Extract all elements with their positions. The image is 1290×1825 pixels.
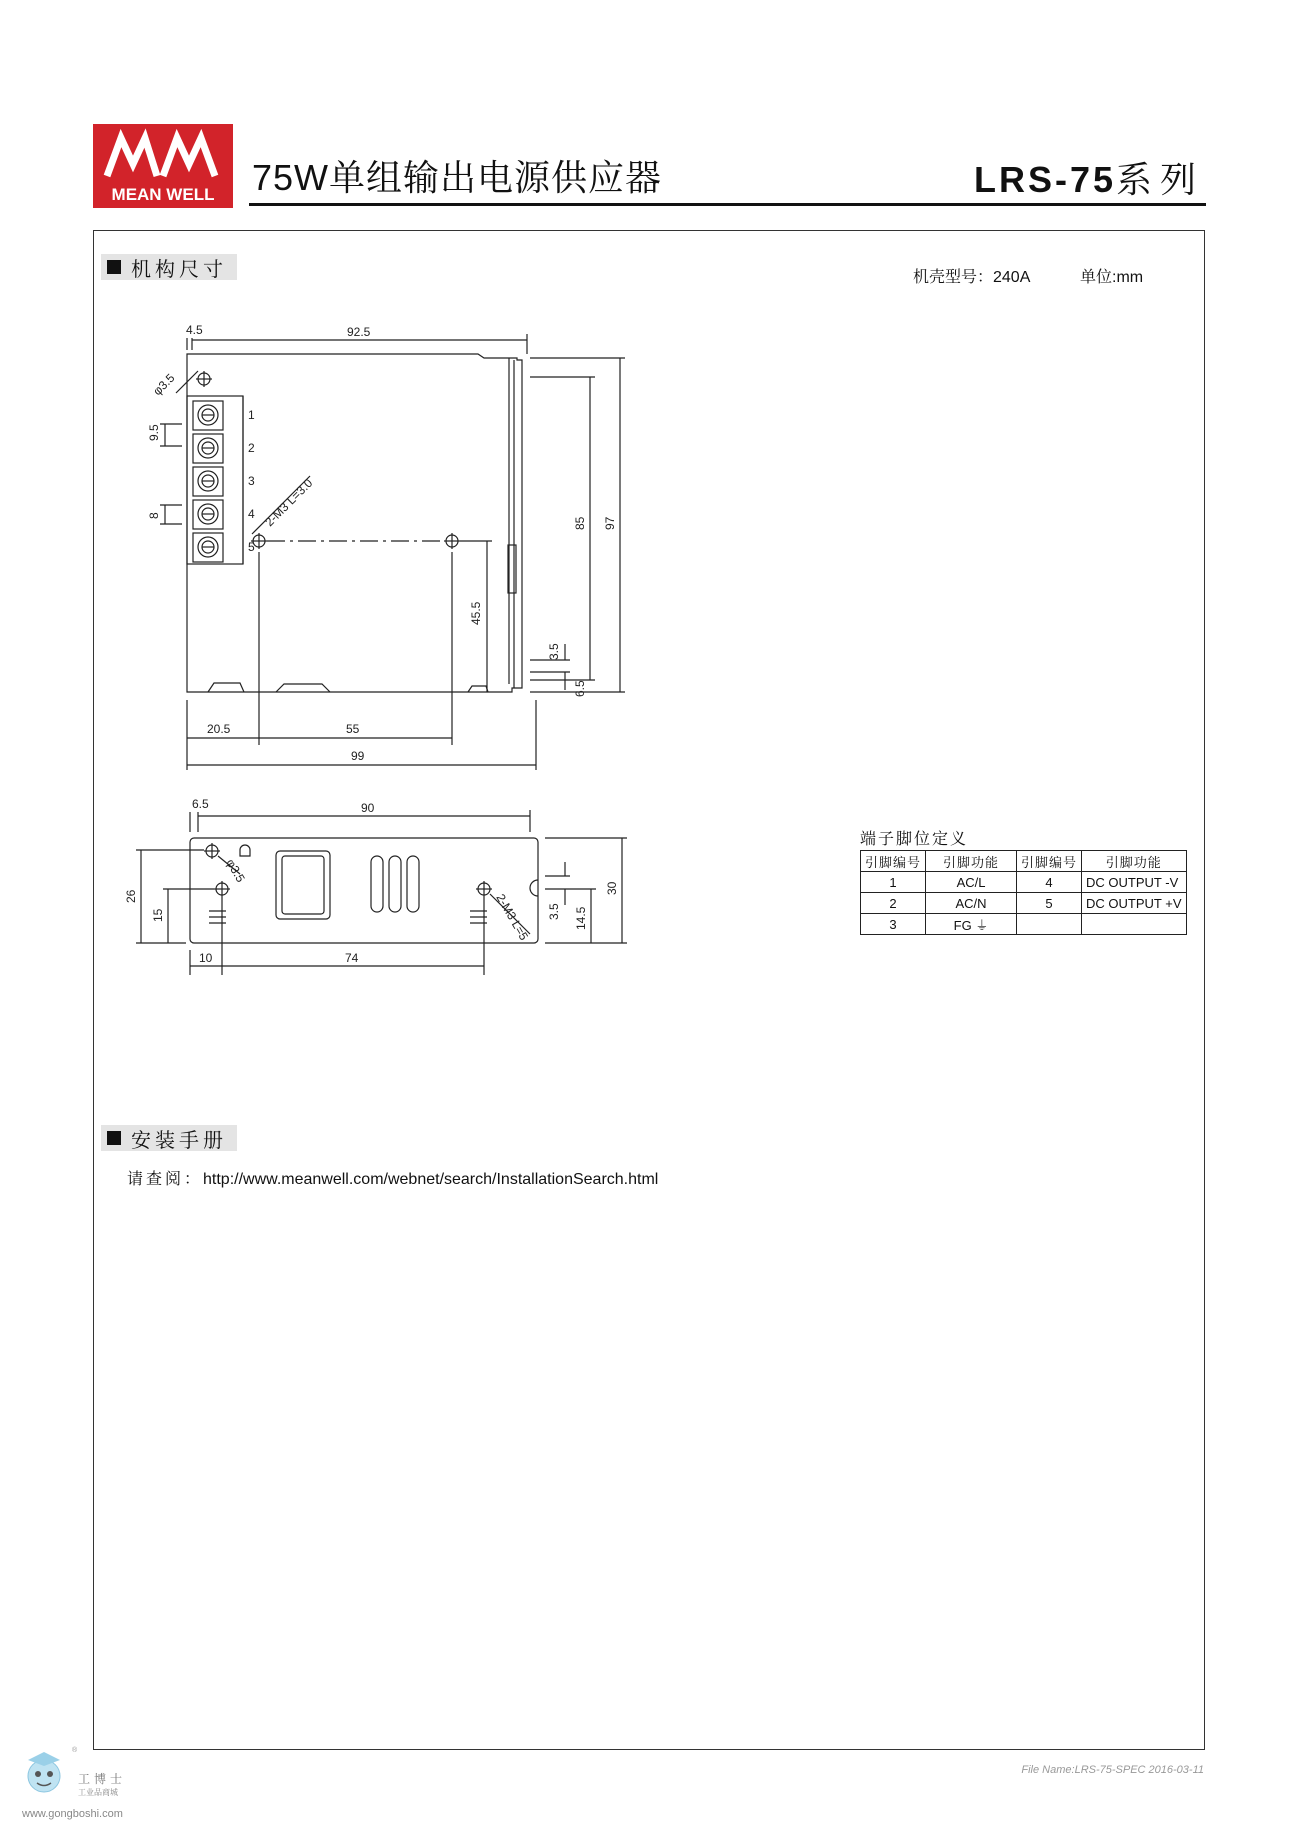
terminal-number: 2 bbox=[248, 441, 255, 455]
table-header-row bbox=[861, 851, 1187, 872]
terminal-number: 1 bbox=[248, 408, 255, 422]
dim-label: 3.5 bbox=[547, 643, 561, 660]
screw-note: 2-M3 L=3.0 bbox=[262, 476, 316, 530]
table-cell: 2 bbox=[861, 893, 926, 914]
series-suffix: 系列 bbox=[1115, 159, 1204, 200]
table-cell: DC OUTPUT +V bbox=[1082, 893, 1186, 914]
table-row bbox=[861, 893, 1187, 914]
series-code: LRS-75 bbox=[973, 159, 1116, 200]
mean-well-logo bbox=[93, 124, 233, 208]
table-header-cell: 引脚编号 bbox=[1017, 851, 1082, 872]
dim-label: 14.5 bbox=[574, 906, 588, 930]
table-cell: AC/L bbox=[926, 872, 1017, 893]
dim-label: 3.5 bbox=[547, 903, 561, 920]
dim-label: 10 bbox=[199, 951, 213, 965]
dim-label: 99 bbox=[351, 749, 365, 763]
header-rule bbox=[249, 203, 1206, 206]
dim-label: 6.5 bbox=[573, 680, 587, 697]
terminal-number: 4 bbox=[248, 507, 255, 521]
document-title: 75W单组输出电源供应器 bbox=[252, 157, 663, 198]
table-cell: DC OUTPUT -V bbox=[1082, 872, 1186, 893]
installation-label: 请查阅： bbox=[127, 1171, 204, 1188]
housing-model: 机壳型号：240A bbox=[913, 269, 1031, 286]
dim-label: 90 bbox=[361, 801, 375, 815]
svg-text:®: ® bbox=[72, 1747, 78, 1754]
installation-url-link[interactable]: http://www.meanwell.com/webnet/search/InstallationSearch.html bbox=[203, 1171, 659, 1188]
table-cell: 4 bbox=[1017, 872, 1082, 893]
watermark-url: www.gongboshi.com bbox=[22, 1808, 123, 1820]
bullet-square-icon bbox=[107, 1131, 121, 1145]
table-cell: 3 bbox=[861, 914, 926, 935]
dim-label: 92.5 bbox=[347, 325, 371, 339]
installation-section-title: 安装手册 bbox=[101, 1125, 237, 1151]
table-header-cell: 引脚编号 bbox=[861, 851, 926, 872]
terminal-number: 5 bbox=[248, 540, 255, 554]
table-header-cell: 引脚功能 bbox=[926, 851, 1017, 872]
dim-label: 4.5 bbox=[186, 323, 203, 337]
bullet-square-icon bbox=[107, 260, 121, 274]
terminal-table-title: 端子脚位定义 bbox=[860, 831, 969, 848]
dim-label: 74 bbox=[345, 951, 359, 965]
watermark-subtitle: 工业品商城 bbox=[78, 1788, 118, 1797]
dim-label: 97 bbox=[603, 516, 617, 530]
series-label bbox=[974, 152, 1204, 203]
dim-label: 20.5 bbox=[207, 722, 231, 736]
dim-label: 26 bbox=[124, 889, 138, 903]
installation-reference bbox=[127, 1166, 658, 1189]
table-cell bbox=[1017, 914, 1082, 935]
terminal-number: 3 bbox=[248, 474, 255, 488]
svg-text:MEAN WELL: MEAN WELL bbox=[111, 185, 215, 204]
dim-label: 15 bbox=[151, 908, 165, 922]
content-frame bbox=[93, 230, 1205, 1750]
table-header-cell: 引脚功能 bbox=[1082, 851, 1186, 872]
table-cell: 5 bbox=[1017, 893, 1082, 914]
watermark-name: 工博士 bbox=[78, 1772, 127, 1786]
table-cell: 1 bbox=[861, 872, 926, 893]
table-cell: FG ⏚ bbox=[926, 914, 1017, 935]
file-info: File Name:LRS-75-SPEC 2016-03-11 bbox=[1021, 1764, 1204, 1776]
mechanical-section-title: 机构尺寸 bbox=[101, 254, 237, 280]
table-cell: AC/N bbox=[926, 893, 1017, 914]
terminal-pin-table bbox=[860, 850, 1187, 935]
table-row bbox=[861, 872, 1187, 893]
hole-note: φ3.5 bbox=[150, 370, 178, 399]
unit-label: 单位:mm bbox=[1080, 269, 1144, 286]
dim-label: 6.5 bbox=[192, 797, 209, 811]
screw-note: 2-M3 L=5 bbox=[493, 891, 532, 943]
table-cell bbox=[1082, 914, 1186, 935]
dim-label: 85 bbox=[573, 516, 587, 530]
dim-label: 55 bbox=[346, 722, 360, 736]
dim-label: 30 bbox=[605, 881, 619, 895]
table-row bbox=[861, 914, 1187, 935]
dim-label: 45.5 bbox=[469, 601, 483, 625]
dim-label: 9.5 bbox=[147, 424, 161, 441]
hole-note: φ3.5 bbox=[223, 856, 248, 885]
dim-label: 8 bbox=[147, 512, 161, 519]
